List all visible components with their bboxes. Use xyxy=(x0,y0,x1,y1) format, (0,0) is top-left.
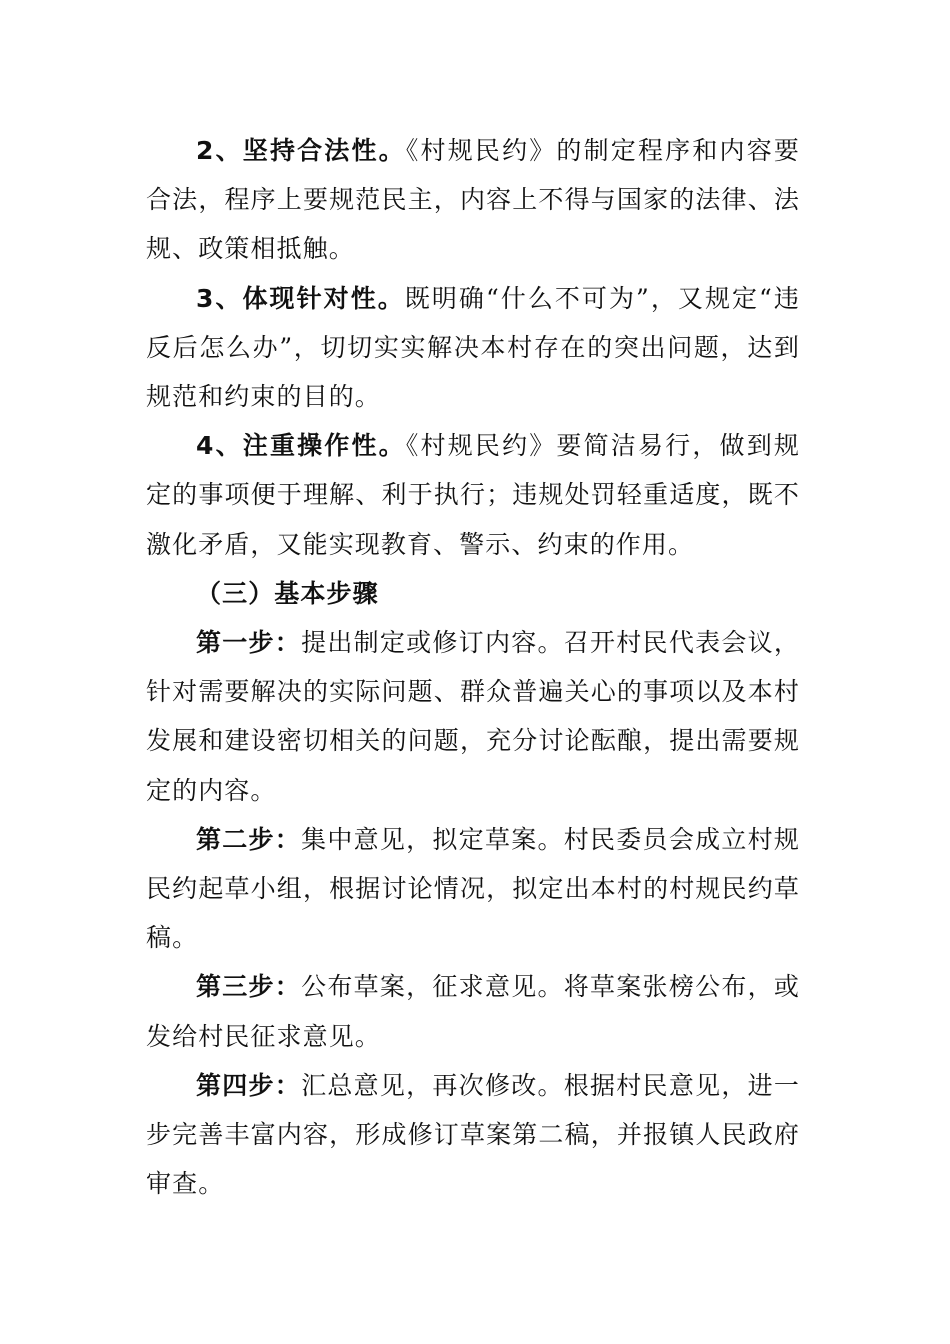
principle-paragraph-operability xyxy=(146,421,800,569)
step-lead: 第二步： xyxy=(196,824,302,854)
principle-paragraph-legality xyxy=(146,126,800,274)
document-page xyxy=(146,126,800,1208)
step-body: 汇总意见，再次修改。根据村民意见，进一步完善丰富内容，形成修订草案第二稿，并报镇人民政府审查。 xyxy=(146,1070,800,1199)
step-paragraph-4 xyxy=(146,1061,800,1209)
step-body: 集中意见，拟定草案。村民委员会成立村规民约起草小组，根据讨论情况，拟定出本村的村规民约草稿。 xyxy=(146,824,800,953)
paragraph-body: 《村规民约》的制定程序和内容要合法，程序上要规范民主，内容上不得与国家的法律、法规、政策相抵触。 xyxy=(146,136,800,264)
step-lead: 第四步： xyxy=(196,1070,302,1100)
step-lead: 第一步： xyxy=(196,628,302,658)
step-lead: 第三步： xyxy=(196,972,302,1002)
paragraph-lead: 2、坚持合法性。 xyxy=(196,136,406,165)
paragraph-lead: 4、注重操作性。 xyxy=(196,431,406,461)
step-paragraph-1 xyxy=(146,618,800,815)
section-heading: （三）基本步骤 xyxy=(196,578,379,608)
paragraph-body: 《村规民约》要简洁易行，做到规定的事项便于理解、利于执行；违规处罚轻重适度，既不激化矛盾，又能实现教育、警示、约束的作用。 xyxy=(146,431,800,559)
step-body: 提出制定或修订内容。召开村民代表会议，针对需要解决的实际问题、群众普遍关心的事项以及本村发展和建设密切相关的问题，充分讨论酝酿，提出需要规定的内容。 xyxy=(146,628,800,805)
paragraph-body: 既明确“什么不可为”，又规定“违反后怎么办”，切切实实解决本村存在的突出问题，达到规范和约束的目的。 xyxy=(146,283,800,412)
principle-paragraph-targeting xyxy=(146,274,800,422)
step-body: 公布草案，征求意见。将草案张榜公布，或发给村民征求意见。 xyxy=(146,972,800,1051)
step-paragraph-2 xyxy=(146,815,800,963)
step-paragraph-3 xyxy=(146,962,800,1060)
paragraph-lead: 3、体现针对性。 xyxy=(196,283,405,313)
